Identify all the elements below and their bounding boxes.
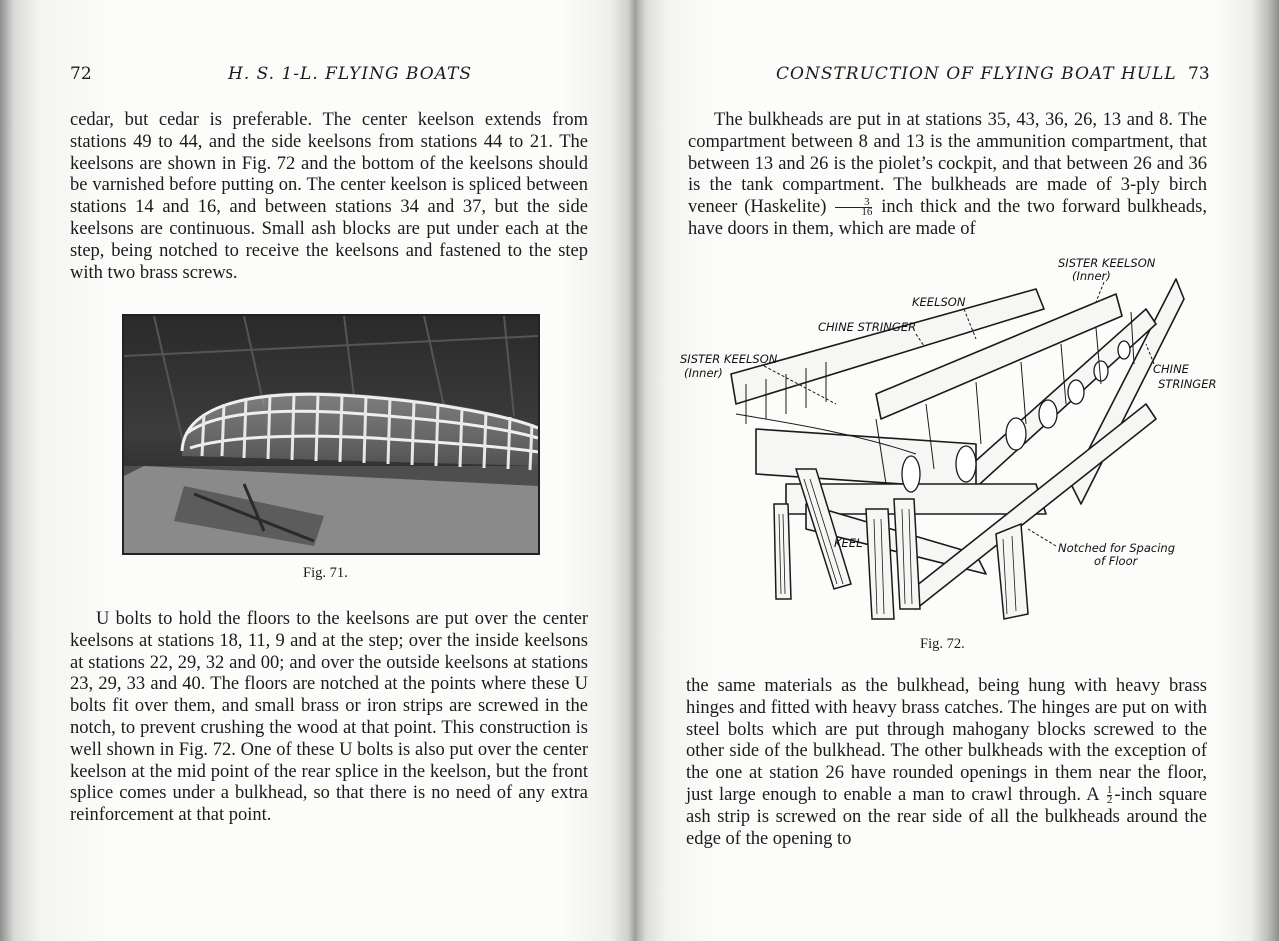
- label-inner-left: (Inner): [684, 366, 723, 380]
- fraction-3-16: [835, 198, 872, 217]
- fraction-denominator: 2: [1106, 794, 1113, 807]
- right-text-block-2: [686, 676, 1207, 850]
- left-page: [0, 0, 636, 941]
- running-head-right: CONSTRUCTION OF FLYING BOAT HULL: [776, 64, 1177, 84]
- label-keel: KEEL: [834, 536, 863, 550]
- fraction-denominator: 16: [861, 206, 873, 219]
- label-sister-keelson-top: SISTER KEELSON: [1058, 256, 1156, 270]
- paragraph-text: The bulkheads are put in at stations 35, 43, 36, 26, 13 and 8. The compartment between 8 and 13 is the ammunition compartment, that between 13 and 26 is the piolet’s cockpit, and that between 26 and 36 is the tank compartment. The bulkheads are made of 3-ply birch veneer (Haskelite): [688, 110, 1207, 218]
- left-text-block-2: [70, 609, 588, 827]
- fig72-caption: Fig. 72.: [920, 636, 965, 652]
- fig72-hull-drawing: [676, 254, 1221, 634]
- paragraph: U bolts to hold the floors to the keelsons are put over the center keelsons at stations 18, 11, 9 and at the step; over the inside keelsons at stations 22, 29, 32 and 00; and over the outside keelsons at stations 23, 29, 33 and 40. The floors are notched at the points where these U bolts fit over them, and small brass or iron strips are screwed in the notch, to prevent crushing the wood at that point. This construction is well shown in Fig. 72. One of these U bolts is also put over the center keelson at the mid point of the rear splice in the keelson, but the front splice comes under a bulkhead, so that there is no need of any extra reinforcement at that point.: [70, 609, 588, 826]
- paragraph: [686, 676, 1207, 850]
- left-text-block-1: [70, 110, 588, 284]
- paragraph-text: the same materials as the bulkhead, being hung with heavy brass hinges and fitted with heavy brass catches. The hinges are put on with steel bolts which are put through mahogany blocks screwed to the other side of the bulkhead. The other bulkheads with the exception of the one at station 26 have rounded openings in them near the floor, just large enough to enable a man to crawl through. A: [686, 676, 1207, 805]
- label-chine-right: CHINE: [1153, 362, 1189, 376]
- running-head-left: H. S. 1-L. FLYING BOATS: [228, 64, 473, 84]
- label-notched-2: of Floor: [1094, 554, 1138, 568]
- right-text-block-1: [688, 110, 1207, 241]
- label-stringer-right: STRINGER: [1158, 377, 1217, 391]
- label-sister-keelson-left: SISTER KEELSON: [680, 352, 778, 366]
- label-inner-top: (Inner): [1072, 269, 1111, 283]
- label-chine-stringer-left: CHINE STRINGER: [818, 320, 917, 334]
- fraction-1-2: [1107, 786, 1113, 805]
- page-number-right: 73: [1188, 64, 1210, 84]
- paragraph: [688, 110, 1207, 241]
- hull-frame-photo-image: [124, 316, 538, 553]
- label-notched-1: Notched for Spacing: [1058, 541, 1176, 555]
- label-keelson: KEELSON: [912, 295, 966, 309]
- page-number-left: 72: [70, 64, 92, 84]
- paragraph: cedar, but cedar is preferable. The center keelson extends from stations 49 to 44, and the side keelsons from stations 44 to 21. The keelsons are shown in Fig. 72 and the bottom of the keelsons should be varnished before putting on. The center keelson is spliced between stations 14 and 16, and between stations 34 and 37, but the side keelsons are continuous. Small ash blocks are put under each at the step, being notched to receive the keelsons and fastened to the step with two brass screws.: [70, 110, 588, 283]
- fig71-caption: Fig. 71.: [303, 565, 348, 581]
- paragraph-text: inch thick and the two forward bulkheads, have doors in them, which are made of: [688, 197, 1207, 239]
- fraction-numerator: 1: [1106, 784, 1113, 797]
- fig71-photo: [122, 314, 540, 555]
- paragraph-text: -inch square ash strip is screwed on the rear side of all the bulkheads around the edge of the opening to: [686, 784, 1208, 849]
- fraction-numerator: 3: [835, 198, 872, 208]
